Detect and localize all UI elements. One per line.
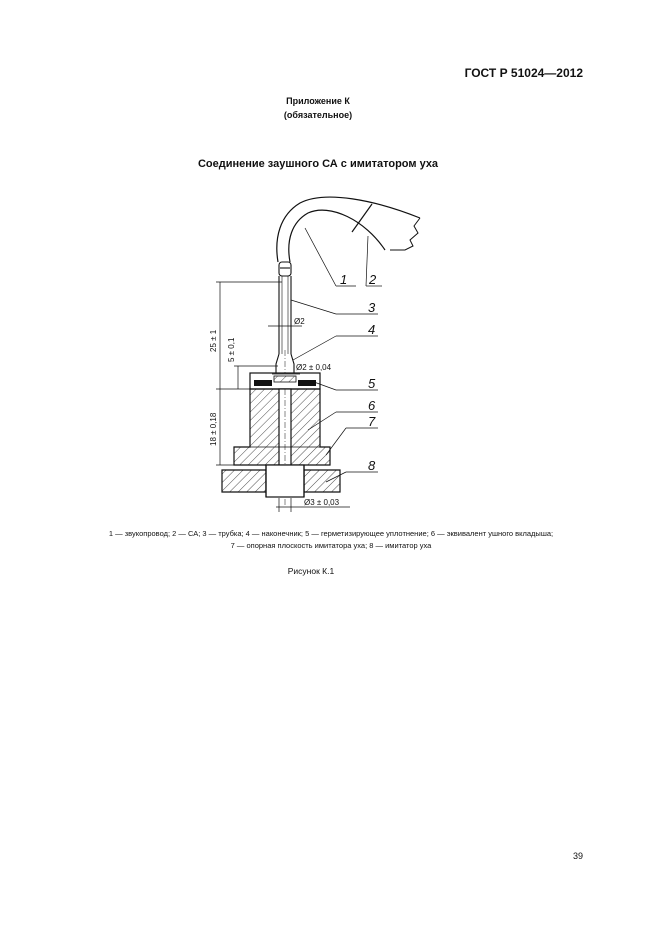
callout-5: 5 [368, 376, 376, 391]
callout-3: 3 [368, 300, 376, 315]
standard-code: ГОСТ Р 51024—2012 [464, 66, 583, 80]
dim-bore-diameter: Ø3 ± 0,03 [304, 498, 340, 507]
figure-caption: Рисунок К.1 [287, 566, 335, 576]
dim-tube-diameter: Ø2 [294, 317, 305, 326]
dim-length-5: 5 ± 0,1 [227, 337, 236, 362]
figure-heading: Соединение заушного СА с имитатором уха [197, 158, 439, 170]
seal [250, 373, 320, 389]
dim-length-25: 25 ± 1 [209, 329, 218, 352]
figure-legend-line-1: 1 — звукопровод; 2 — СА; 3 — трубка; 4 — наконечник; 5 — герметизирующее уплотнение; 6 — эквивалент ушного вкладыша; [108, 529, 554, 538]
dim-length-18: 18 ± 0,18 [209, 412, 218, 446]
figure-legend-line-2: 7 — опорная плоскость имитатора уха; 8 — имитатор уха [230, 541, 432, 550]
annex-status: (обязательное) [283, 110, 353, 120]
dim-tip-diameter: Ø2 ± 0,04 [296, 363, 332, 372]
hearing-aid-body [277, 197, 420, 262]
callout-1: 1 [340, 272, 348, 287]
sound-tube [276, 262, 294, 386]
ear-simulator [222, 465, 340, 497]
annex-title: Приложение К [286, 96, 350, 106]
callout-2: 2 [369, 272, 377, 287]
page-number: 39 [572, 851, 583, 861]
callout-4: 4 [368, 322, 376, 337]
callout-6: 6 [368, 398, 376, 413]
callout-8: 8 [368, 458, 376, 473]
callout-7: 7 [368, 414, 376, 429]
